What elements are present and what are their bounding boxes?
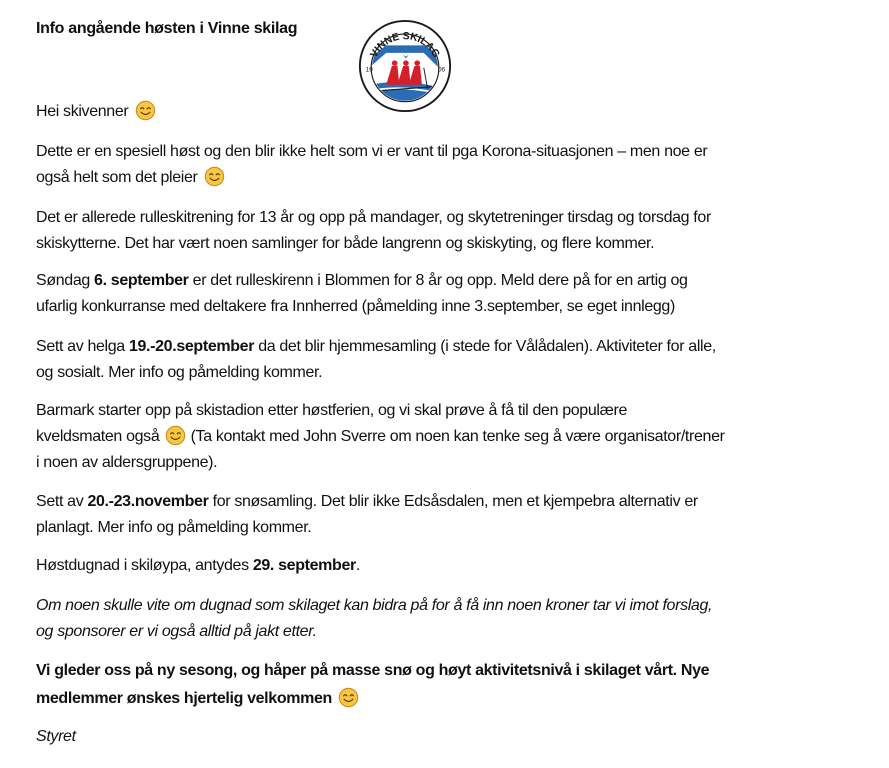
paragraph-line: skiskytterne. Det har vært noen samlinger for både langrenn og skiskyting, og flere kommer.: [36, 235, 655, 252]
paragraph-line: i noen av aldersgruppene).: [36, 454, 218, 471]
paragraph-text: da det blir hjemmesamling (i stede for Vålådalen). Aktiviteter for alle,: [254, 338, 716, 355]
paragraph-text: Søndag: [36, 272, 95, 289]
paragraph-barmark: [36, 398, 866, 476]
document-title: Info angående høsten i Vinne skilag: [36, 20, 298, 37]
paragraph-corona: [36, 139, 866, 191]
paragraph-line: Det er allerede rulleskitrening for 13 år og opp på mandager, og skytetreninger tirsdag og torsdag for: [36, 209, 711, 226]
paragraph-text: .: [355, 557, 360, 574]
paragraph-line: også helt som det pleier: [36, 169, 198, 186]
greeting-paragraph: [36, 99, 866, 125]
date-highlight: 6. september: [94, 272, 189, 289]
logo-text: VINNE SKILAG: [368, 31, 442, 60]
paragraph-training: [36, 205, 866, 257]
smiling-face-emoji-icon: [338, 687, 359, 708]
signature: Styret: [36, 728, 76, 745]
paragraph-text: Sett av helga: [36, 338, 129, 355]
paragraph-text: Sett av: [36, 493, 88, 510]
paragraph-line: Vi gleder oss på ny sesong, og håper på masse snø og høyt aktivitetsnivå i skilaget vårt. Nye: [36, 662, 710, 679]
smiling-face-emoji-icon: [135, 100, 156, 121]
smiling-face-emoji-icon: [204, 166, 225, 187]
date-highlight: 20.-23.november: [87, 493, 209, 510]
logo-year-left: 19: [365, 66, 373, 74]
paragraph-line: ufarlig konkurranse med deltakere fra Innherred (påmelding inne 3.september, se eget innlegg): [36, 298, 675, 315]
paragraph-text: for snøsamling. Det blir ikke Edsåsdalen, men et kjempebra alternativ er: [208, 493, 698, 510]
date-highlight: 19.-20.september: [128, 338, 255, 355]
paragraph-hostdugnad: [36, 553, 866, 579]
paragraph-text: (Ta kontakt med John Sverre om noen kan tenke seg å være organisator/trener: [186, 428, 725, 445]
paragraph-text: Høstdugnad i skiløypa, antydes: [36, 557, 253, 574]
paragraph-line: Barmark starter opp på skistadion etter høstferien, og vi skal prøve å få til den populære: [36, 402, 628, 419]
paragraph-text: kveldsmaten også: [36, 428, 160, 445]
greeting-text: Hei skivenner: [36, 103, 129, 120]
paragraph-line: medlemmer ønskes hjertelig velkommen: [36, 690, 332, 707]
date-highlight: 29. september: [252, 557, 356, 574]
paragraph-rulleskirenn: [36, 268, 866, 320]
logo-year-right: 06: [437, 66, 446, 74]
paragraph-snosamling: [36, 489, 866, 541]
paragraph-dugnad-forslag: [36, 593, 866, 645]
paragraph-line: Dette er en spesiell høst og den blir ikke helt som vi er vant til pga Korona-situasjonen – men noe er: [36, 143, 708, 160]
paragraph-line: planlagt. Mer info og påmelding kommer.: [36, 519, 312, 536]
smiling-face-emoji-icon: [165, 425, 186, 446]
paragraph-line: og sponsorer er vi også alltid på jakt etter.: [36, 623, 317, 640]
paragraph-line: og sosialt. Mer info og påmelding kommer.: [36, 364, 323, 381]
paragraph-hjemmesamling: [36, 334, 866, 386]
paragraph-closing: [36, 657, 866, 713]
paragraph-line: Om noen skulle vite om dugnad som skilaget kan bidra på for å få inn noen kroner tar vi imot forslag,: [36, 597, 713, 614]
paragraph-text: er det rulleskirenn i Blommen for 8 år og opp. Meld dere på for en artig og: [188, 272, 688, 289]
